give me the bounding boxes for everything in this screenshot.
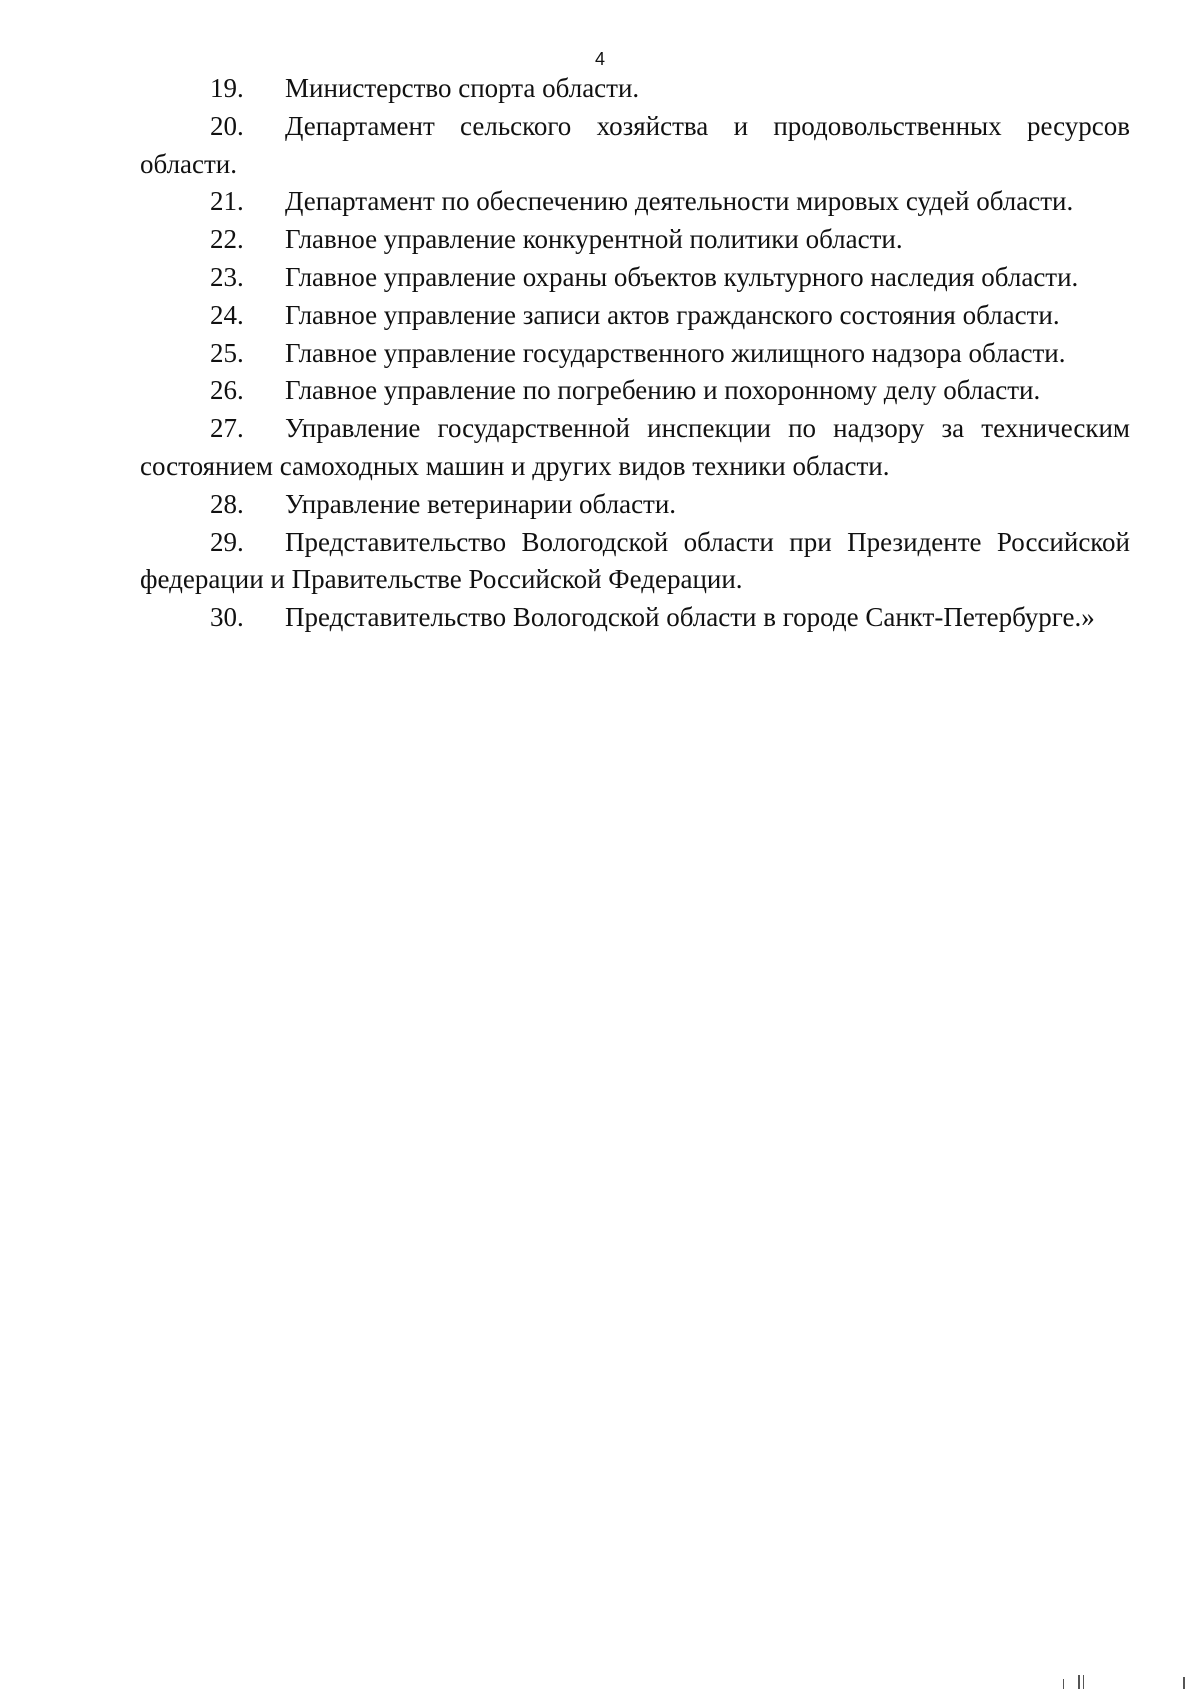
item-text: Управление ветеринарии области.: [285, 488, 677, 519]
item-text: Главное управление по погребению и похоронному делу области.: [285, 375, 1041, 406]
list-item: [140, 410, 1130, 486]
list-item: [140, 335, 1130, 373]
list-item: [140, 524, 1130, 600]
page-number: 4: [594, 49, 605, 69]
item-number: 23.: [210, 261, 244, 292]
scan-artifact: [1063, 1679, 1064, 1689]
list-item: [140, 297, 1130, 335]
list-item: [140, 486, 1130, 524]
item-number: 20.: [210, 110, 244, 141]
item-number: 25.: [210, 337, 244, 368]
scan-artifact: [1083, 1675, 1084, 1689]
item-text: Департамент сельского хозяйства и продовольственных ресурсов области.: [140, 110, 1130, 179]
list-of-bodies: [140, 70, 1130, 637]
scan-artifact: [1078, 1675, 1080, 1689]
item-number: 19.: [210, 73, 244, 103]
list-item: [140, 221, 1130, 259]
list-item: [140, 108, 1130, 184]
scan-artifact: [1183, 1677, 1185, 1689]
item-number: 24.: [210, 299, 244, 330]
item-number: 21.: [210, 186, 244, 217]
item-text: Департамент по обеспечению деятельности мировых судей области.: [285, 186, 1074, 217]
item-text: Главное управление конкурентной политики области.: [285, 224, 903, 255]
item-number: 28.: [210, 488, 244, 519]
item-text: Представительство Вологодской области при Президенте Российской федерации и Правительстве Российской Федерации.: [140, 526, 1130, 595]
list-item: [140, 599, 1130, 637]
item-text: Главное управление охраны объектов культурного наследия области.: [285, 261, 1079, 292]
item-text: Представительство Вологодской области в городе Санкт-Петербурге.»: [285, 602, 1095, 633]
item-text: Управление государственной инспекции по надзору за техническим состоянием самоходных машин и других видов техники области.: [140, 413, 1130, 481]
item-text: Главное управление государственного жилищного надзора области.: [285, 337, 1066, 368]
list-item: [140, 259, 1130, 297]
item-text: Министерство спорта области.: [285, 73, 640, 103]
item-number: 27.: [210, 413, 244, 444]
list-item: [140, 183, 1130, 221]
list-item: [140, 372, 1130, 410]
item-number: 30.: [210, 602, 244, 633]
item-number: 26.: [210, 375, 244, 406]
item-text: Главное управление записи актов гражданского состояния области.: [285, 299, 1060, 330]
item-number: 29.: [210, 526, 244, 557]
item-number: 22.: [210, 224, 244, 255]
list-item: [140, 70, 1130, 108]
